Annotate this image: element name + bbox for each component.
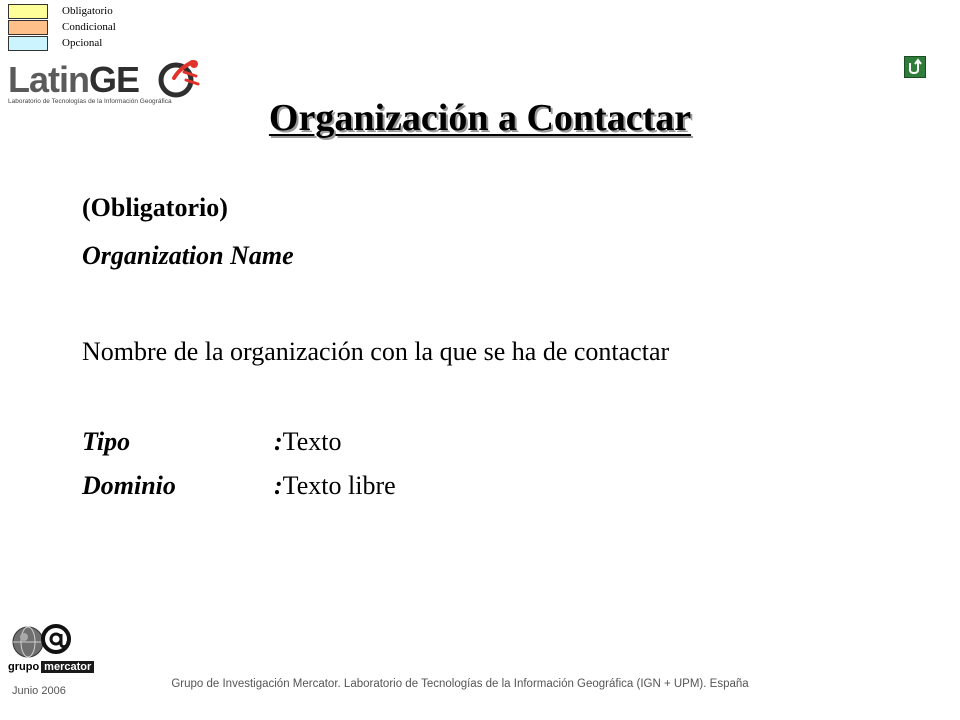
grupo-mercator-logo bbox=[8, 622, 98, 678]
element-name: Organization Name bbox=[82, 241, 294, 270]
logo-wordmark: LatinGE bbox=[8, 59, 140, 100]
field-row-tipo bbox=[82, 426, 342, 458]
obligation-status: (Obligatorio) bbox=[82, 193, 228, 222]
legend-label-obligatorio: Obligatorio bbox=[62, 5, 113, 17]
return-arrow-icon bbox=[904, 56, 926, 78]
field-value-tipo: :Texto bbox=[274, 427, 342, 456]
legend-label-opcional: Opcional bbox=[62, 37, 103, 49]
field-row-dominio bbox=[82, 470, 396, 502]
footer-credit: Grupo de Investigación Mercator. Laboratorio de Tecnologías de la Información Geográfica (IGN + UPM). España bbox=[171, 678, 749, 690]
globe-at-icon bbox=[10, 622, 76, 660]
legend-label-condicional: Condicional bbox=[62, 21, 116, 33]
legend-swatch-opcional bbox=[8, 36, 48, 51]
footer-logo-wordmark: grupo mercator bbox=[8, 660, 96, 674]
field-value-dominio: :Texto libre bbox=[274, 471, 396, 500]
field-label-dominio: Dominio bbox=[82, 471, 176, 500]
logo-subtitle: Laboratorio de Tecnologías de la Información Geográfica bbox=[8, 98, 172, 105]
logo-globe-figure-icon bbox=[156, 58, 202, 100]
field-label-tipo: Tipo bbox=[82, 427, 131, 456]
element-description: Nombre de la organización con la que se ha de contactar bbox=[82, 337, 670, 366]
footer-date: Junio 2006 bbox=[12, 685, 66, 697]
legend-swatch-obligatorio bbox=[8, 4, 48, 19]
return-button[interactable] bbox=[904, 56, 926, 78]
page-title: Organización a Contactar bbox=[268, 97, 692, 139]
legend-swatch-condicional bbox=[8, 20, 48, 35]
